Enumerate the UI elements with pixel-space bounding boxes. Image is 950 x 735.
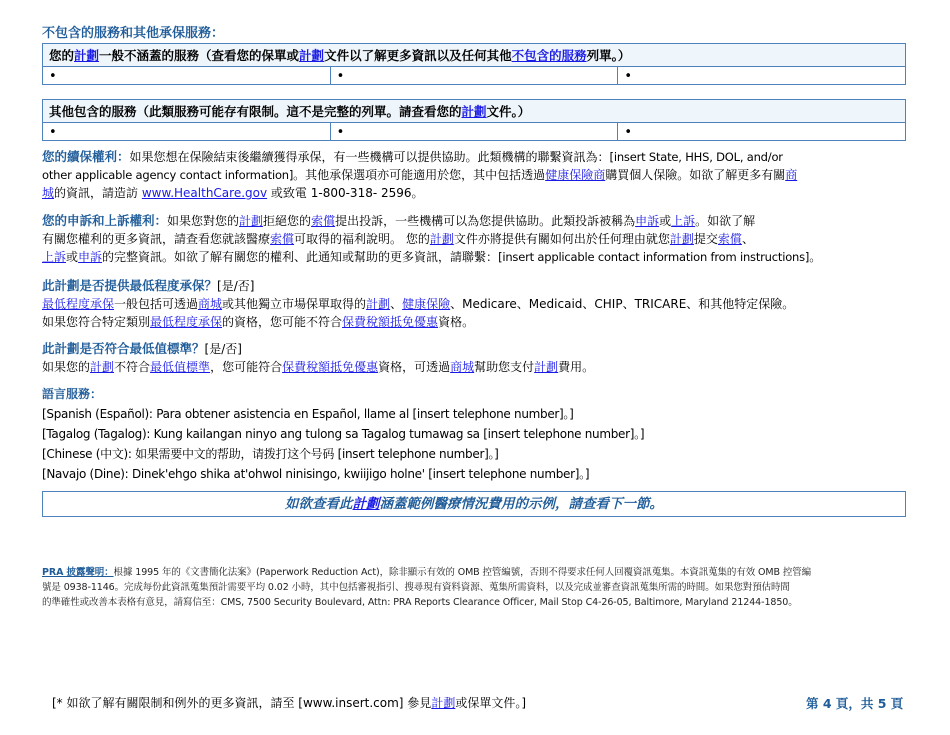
excluded-head-pre: 您的 <box>49 48 75 63</box>
mec-link[interactable]: 最低程度承保 <box>42 297 115 311</box>
mec-text: 、Medicare、Medicaid、CHIP、TRICARE、和其他特定保險。 <box>450 297 795 311</box>
marketplace-link[interactable]: 商城 <box>450 360 475 374</box>
excluded-services-header <box>43 44 906 67</box>
bullet: • <box>624 68 632 84</box>
excluded-services-table <box>42 43 906 85</box>
mec-text: 、 <box>390 297 403 311</box>
continuation-rights-label: 您的續保權利： <box>42 149 130 164</box>
banner-text: 如欲查看此 <box>285 496 353 512</box>
next-section-banner <box>42 491 906 517</box>
language-line-spanish: [Spanish (Español): Para obtener asistencia en Español, llame al [insert telephone number]。] <box>42 407 574 421</box>
plan-link[interactable]: 計劃 <box>534 360 559 374</box>
plan-link[interactable]: 計劃 <box>352 496 380 512</box>
insert-placeholder: [insert State, HHS, DOL, and/or <box>609 150 783 164</box>
excluded-services-section-title: 不包含的服務和其他承保服務： <box>42 26 225 41</box>
grievance-link[interactable]: 申訴 <box>78 250 103 264</box>
other-bullet-cell <box>43 123 331 141</box>
continuation-text: 購買個人保險。如欲了解更多有關 <box>605 168 786 182</box>
premium-tax-credit-link[interactable]: 保費稅額抵免優惠 <box>342 315 439 329</box>
appeal-text: 提出投訴，一些機構可以為您提供協助。此類投訴被稱為 <box>335 214 636 228</box>
appeal-rights-paragraph <box>42 212 902 266</box>
plan-link[interactable]: 計劃 <box>239 214 264 228</box>
health-insurance-link[interactable]: 健康保險 <box>402 297 451 311</box>
bullet: • <box>336 68 345 84</box>
appeal-text: 提交 <box>693 232 718 246</box>
mec-text: 一般包括可透過 <box>114 297 199 311</box>
other-bullet-cell <box>618 123 906 141</box>
continuation-text: 的資訊，請造訪 <box>54 186 139 200</box>
plan-link[interactable]: 計劃 <box>299 48 325 63</box>
insert-placeholder: [insert applicable contact information from instructions] <box>498 250 810 264</box>
excluded-head-post: 列單。） <box>586 48 631 63</box>
plan-link[interactable]: 計劃 <box>366 297 391 311</box>
mec-label: 此計劃是否提供最低程度承保？ <box>42 278 218 293</box>
continuation-rights-paragraph <box>42 148 902 202</box>
mvs-paragraph <box>42 340 902 376</box>
appeal-text: 。如欲了解 <box>695 214 756 228</box>
plan-link[interactable]: 計劃 <box>429 232 454 246</box>
claim-link[interactable]: 索償 <box>717 232 742 246</box>
pra-text: 根據 1995 年的《文書簡化法案》(Paperwork Reduction Act)，除非顯示有效的 OMB 控管編號，否則不得要求任何人回覆資訊蒐集。本資訊蒐集的有效 OMB 控管編 <box>113 567 812 578</box>
language-line-navajo: [Navajo (Dine): Dinek'ehgo shika at'ohwol ninisingo, kwiijigo holne' [insert telephone number]。] <box>42 467 590 481</box>
appeal-text: 的完整資訊。如欲了解有關您的權利、此通知或幫助的更多資訊，請聯繫： <box>102 250 499 264</box>
bullet: • <box>49 124 57 140</box>
banner-text: 涵蓋範例醫療情況費用的示例，請查看下一節。 <box>379 496 663 512</box>
other-covered-table <box>42 99 906 141</box>
marketplace-link[interactable]: 城 <box>42 186 55 200</box>
claim-link[interactable]: 索償 <box>311 214 336 228</box>
appeal-text: 文件亦將提供有關如何出於任何理由就您 <box>453 232 670 246</box>
language-line-tagalog: [Tagalog (Tagalog): Kung kailangan ninyo ang tulong sa Tagalog tumawag sa [insert telephone number]。] <box>42 427 645 441</box>
excluded-bullet-cell <box>618 67 906 85</box>
marketplace-link[interactable]: 商城 <box>198 297 223 311</box>
mec-text: 如果您符合特定類別 <box>42 315 151 329</box>
appeal-rights-label: 您的申訴和上訴權利： <box>42 213 168 228</box>
footer-text: 或保單文件。] <box>455 696 527 710</box>
plan-link[interactable]: 計劃 <box>669 232 694 246</box>
other-covered-table-wrap <box>42 99 906 141</box>
mvs-answer: [是/否] <box>204 342 242 356</box>
excluded-bullet-cell <box>330 67 618 85</box>
minimum-value-link[interactable]: 最低值標準 <box>150 360 211 374</box>
excluded-head-mid2: 文件以了解更多資訊以及任何其他 <box>324 48 512 63</box>
appeal-text: 或 <box>66 250 79 264</box>
excluded-head-mid1: 一般不涵蓋的服務（查看您的保單或 <box>99 48 300 63</box>
continuation-text: 如果您想在保險結束後繼續獲得承保，有一些機構可以提供協助。此類機構的聯繫資訊為： <box>129 150 610 164</box>
plan-link[interactable]: 計劃 <box>431 696 456 710</box>
mec-text: 或其他獨立市場保單取得的 <box>222 297 367 311</box>
mvs-text: 費用。 <box>558 360 595 374</box>
premium-tax-credit-link[interactable]: 保費稅額抵免優惠 <box>282 360 379 374</box>
mec-answer: [是/否] <box>217 279 255 293</box>
mec-paragraph <box>42 277 902 331</box>
pra-text: 號是 0938-1146。完成每份此資訊蒐集預計需要平均 0.02 小時，其中包括審視指引、搜尋現有資料資源、蒐集所需資料，以及完成並審查資訊蒐集所需的時間。如果您對預估時間 <box>42 582 790 593</box>
insert-placeholder: other applicable agency contact information] <box>42 168 294 182</box>
excluded-services-table-wrap <box>42 43 906 85</box>
other-head-pre: 其他包含的服務（此類服務可能存有限制。這不是完整的列單。請查看您的 <box>49 104 462 119</box>
continuation-phone: 或致電 1-800-318- 2596。 <box>270 186 424 200</box>
plan-link[interactable]: 計劃 <box>461 104 487 119</box>
appeal-text: 拒絕您的 <box>263 214 312 228</box>
plan-link[interactable]: 計劃 <box>74 48 100 63</box>
appeal-text: 、 <box>741 232 754 246</box>
language-services <box>42 384 902 484</box>
appeal-link[interactable]: 上訴 <box>42 250 67 264</box>
page-number: 第 4 頁，共 5 頁 <box>806 696 904 711</box>
footer-text: [* 如欲了解有關限制和例外的更多資訊，請至 [www.insert.com] 參見 <box>52 696 432 710</box>
bullet: • <box>336 124 345 140</box>
mec-link[interactable]: 最低程度承保 <box>150 315 223 329</box>
healthcare-gov-link[interactable]: www.HealthCare.gov <box>141 186 268 200</box>
pra-text: 的準確性或改善本表格有意見，請寫信至：CMS, 7500 Security Boulevard, Attn: PRA Reports Clearance Officer, Mail Stop C4-26-05, Baltimore, Maryland 21244-1850。 <box>42 597 798 608</box>
marketplace-link[interactable]: 商 <box>785 168 798 182</box>
pra-disclosure <box>42 565 904 610</box>
other-covered-header <box>43 100 906 123</box>
pra-heading: PRA 披露聲明： <box>42 567 114 578</box>
appeal-text: 或 <box>659 214 672 228</box>
mvs-text: 資格，可透過 <box>378 360 451 374</box>
claim-link[interactable]: 索償 <box>270 232 295 246</box>
excluded-bullet-cell <box>43 67 331 85</box>
mec-text: 的資格，您可能不符合 <box>222 315 343 329</box>
appeal-text: 如果您對您的 <box>167 214 240 228</box>
footer-note <box>52 694 526 711</box>
mvs-text: ，您可能符合 <box>210 360 283 374</box>
bullet: • <box>624 124 632 140</box>
other-head-post: 文件。） <box>486 104 531 119</box>
other-bullet-cell <box>330 123 618 141</box>
appeal-link[interactable]: 上訴 <box>671 214 696 228</box>
excluded-services-link[interactable]: 不包含的服務 <box>511 48 587 63</box>
mvs-label: 此計劃是否符合最低值標準？ <box>42 341 205 356</box>
grievance-link[interactable]: 申訴 <box>635 214 660 228</box>
mvs-text: 如果您的 <box>42 360 91 374</box>
mvs-text: 幫助您支付 <box>474 360 535 374</box>
language-services-label: 語言服務： <box>42 387 103 401</box>
continuation-text: 。其他承保選項亦可能適用於您，其中包括透過 <box>293 168 546 182</box>
bullet: • <box>49 68 57 84</box>
plan-link[interactable]: 計劃 <box>90 360 115 374</box>
appeal-text: 有關您權利的更多資訊，請查看您就該醫療 <box>42 232 271 246</box>
appeal-text: 。 <box>809 250 822 264</box>
health-insurance-marketplace-link[interactable]: 健康保險商 <box>545 168 606 182</box>
appeal-text: 可取得的福利說明。 您的 <box>294 232 430 246</box>
language-line-chinese: [Chinese (中文): 如果需要中文的帮助，请拨打这个号码 [insert telephone number]。] <box>42 447 499 461</box>
mec-text: 資格。 <box>438 315 475 329</box>
mvs-text: 不符合 <box>114 360 151 374</box>
